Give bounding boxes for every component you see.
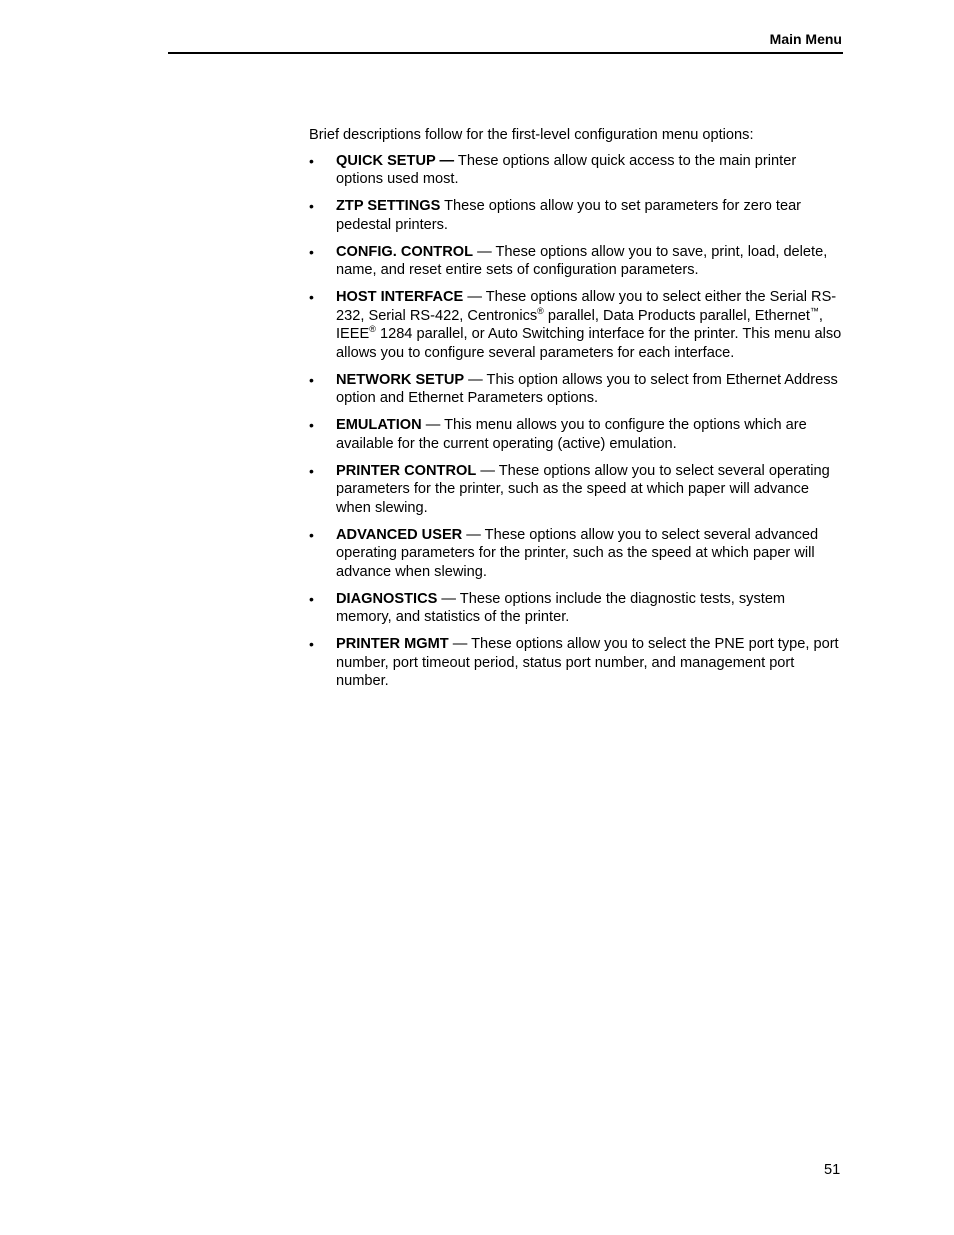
bullet-icon: • xyxy=(309,590,314,607)
item-description-part: , IEEE xyxy=(336,307,823,342)
list-item-config-control xyxy=(309,243,844,280)
item-term: HOST INTERFACE xyxy=(336,289,464,305)
item-description: These options allow you to set parameters for zero tear pedestal printers. xyxy=(336,198,802,233)
page-header xyxy=(168,28,843,54)
item-description: — These options allow you to select the PNE port type, port number, port timeout period, status port number, and management port number. xyxy=(336,636,839,689)
menu-options-list xyxy=(309,152,844,691)
item-description-part: — These options allow you to select either the Serial RS-232, Serial RS-422, Centronics xyxy=(336,289,837,324)
item-term: CONFIG. CONTROL xyxy=(336,243,474,260)
page-number: 51 xyxy=(824,1162,841,1178)
bullet-icon: • xyxy=(309,636,314,652)
item-description-part: parallel, Data Products parallel, Ethernet xyxy=(543,307,810,324)
bullet-icon: • xyxy=(309,526,314,543)
item-term: ZTP SETTINGS xyxy=(336,198,441,214)
bullet-icon: • xyxy=(309,289,314,305)
item-description: — This menu allows you to configure the options which are available for the current operating (active) emulation. xyxy=(336,417,807,452)
item-description-part: 1284 parallel, or Auto Switching interface for the printer. This menu also allows you to configure several parameters for each interface. xyxy=(336,326,842,361)
item-term: PRINTER CONTROL xyxy=(336,462,477,479)
list-item-printer-mgmt xyxy=(309,635,844,691)
item-term: QUICK SETUP — xyxy=(336,152,455,169)
list-item-quick-setup xyxy=(309,152,844,189)
intro-paragraph: Brief descriptions follow for the first-level configuration menu options: xyxy=(309,127,754,143)
item-description: — These options allow you to select several advanced operating parameters for the printer, such as the speed at which paper will advance when slewing. xyxy=(336,526,819,580)
item-description: — These options allow you to save, print, load, delete, name, and reset entire sets of configuration parameters. xyxy=(336,243,828,278)
trademark-mark: ™ xyxy=(809,305,819,316)
item-term: EMULATION xyxy=(336,417,422,433)
item-description: — This option allows you to select from Ethernet Address option and Ethernet Parameters options. xyxy=(336,371,838,406)
list-item-emulation xyxy=(309,416,844,453)
bullet-icon: • xyxy=(309,243,314,260)
bullet-icon: • xyxy=(309,152,314,169)
item-term: PRINTER MGMT xyxy=(336,636,449,652)
item-term: ADVANCED USER xyxy=(336,526,463,543)
list-item-advanced-user xyxy=(309,526,844,582)
list-item-host-interface xyxy=(309,288,844,362)
list-item-ztp-settings xyxy=(309,197,844,234)
bullet-icon: • xyxy=(309,371,314,388)
item-description: — These options include the diagnostic tests, system memory, and statistics of the printer. xyxy=(336,590,786,625)
item-description: — These options allow you to select several operating parameters for the printer, such as the speed at which paper will advance when slewing. xyxy=(336,462,830,516)
bullet-icon: • xyxy=(309,417,314,433)
list-item-diagnostics xyxy=(309,590,844,627)
bullet-icon: • xyxy=(309,198,314,214)
registered-mark: ® xyxy=(537,305,544,316)
header-title: Main Menu xyxy=(769,31,842,47)
item-term: DIAGNOSTICS xyxy=(336,590,438,607)
list-item-network-setup xyxy=(309,371,844,408)
bullet-icon: • xyxy=(309,462,314,479)
item-term: NETWORK SETUP xyxy=(336,371,465,388)
registered-mark: ® xyxy=(369,324,376,334)
item-description: These options allow quick access to the main printer options used most. xyxy=(336,152,797,187)
main-content xyxy=(309,126,844,699)
list-item-printer-control xyxy=(309,462,844,518)
